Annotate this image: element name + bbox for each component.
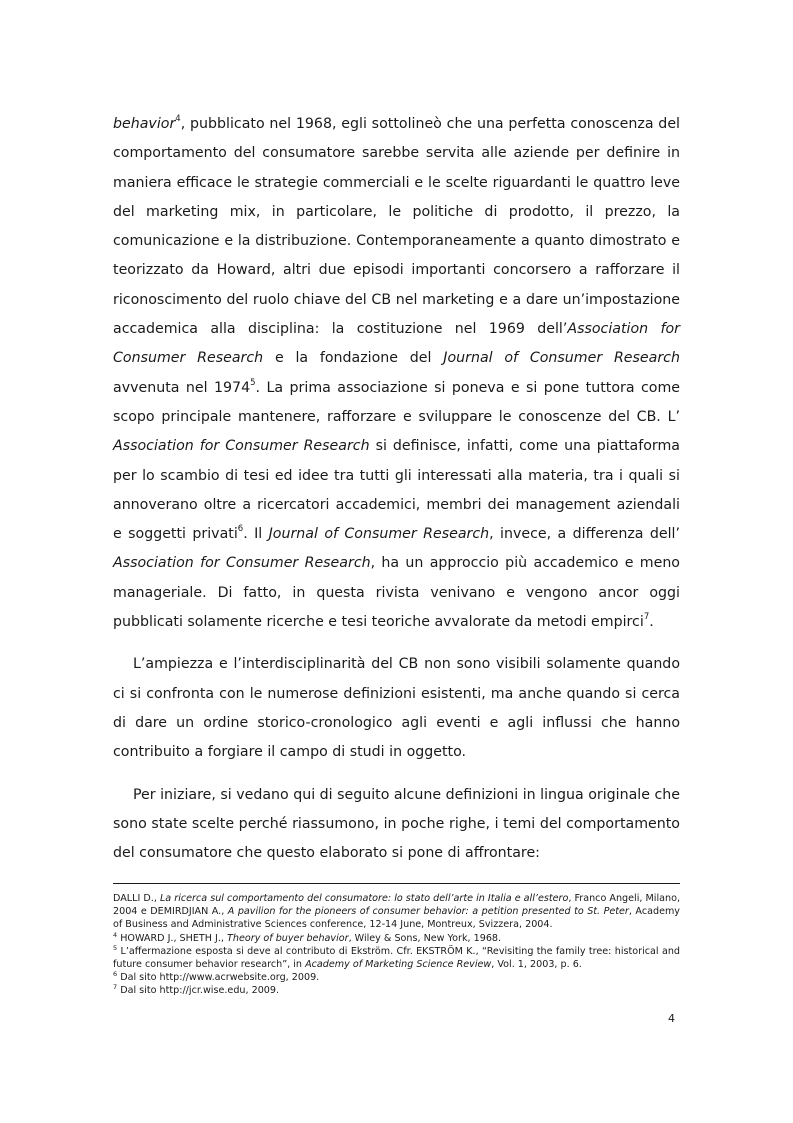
text-run: . bbox=[649, 614, 654, 631]
text-run: , pubblicato nel 1968, egli sottolineò che una perfetta conoscenza del comportamento del consumatore sarebbe servita alle aziende per definire in maniera efficace le strategie commerciali e le scelte riguardanti le quattro leve del marketing mix, in particolare, le politiche di prodotto, il prezzo, la comunicazione e la distribuzione. Contemporaneamente a quanto dimostrato e teorizzato da Howard, altri due episodi importanti concorsero a rafforzare il riconoscimento del ruolo chiave del CB nel marketing e a dare un’impostazione accademica alla disciplina: la costituzione nel 1969 dell’ bbox=[113, 116, 680, 338]
text-run: . Il bbox=[243, 526, 269, 543]
footnote-continued bbox=[113, 892, 680, 932]
citation-text: , Franco Angeli, Milano, 2004 e DEMIRDJIAN A., bbox=[113, 893, 680, 918]
author-name: HOWARD J., SHETH J., bbox=[117, 932, 228, 944]
cited-title: A pavilion for the pioneers of consumer behavior: a petition presented to St. Peter bbox=[227, 906, 629, 918]
citation-text: , Wiley & Sons, New York, 1968. bbox=[348, 932, 502, 944]
citation-text: Dal sito http://www.acrwebsite.org, 2009. bbox=[117, 972, 320, 984]
text-run: , invece, a differenza dell’ bbox=[489, 526, 680, 543]
page-number: 4 bbox=[668, 1012, 675, 1025]
journal-name: Journal of Consumer Research bbox=[268, 526, 490, 543]
paragraph-1 bbox=[113, 110, 680, 637]
organization-name: Association for Consumer Research bbox=[113, 321, 680, 367]
footnote-ref-7[interactable]: 7 bbox=[643, 612, 650, 623]
cited-title: Academy of Marketing Science Review bbox=[305, 959, 492, 971]
cited-title: La ricerca sul comportamento del consumatore: lo stato dell’arte in Italia e all’estero bbox=[159, 893, 569, 904]
footnote-7 bbox=[113, 984, 680, 997]
footnote-ref-6[interactable]: 6 bbox=[237, 524, 244, 535]
footnotes bbox=[113, 892, 680, 998]
footnote-number: 6 bbox=[113, 970, 118, 979]
footnote-ref-4[interactable]: 4 bbox=[175, 114, 181, 124]
footnote-number: 4 bbox=[113, 930, 118, 939]
text-run: . La prima associazione si poneva e si pone tuttora come scopo principale mantenere, rafforzare e sviluppare le conoscenze del CB. L’ bbox=[113, 379, 680, 425]
footnote-ref-5[interactable]: 5 bbox=[250, 377, 256, 388]
paragraph-3: Per iniziare, si vedano qui di seguito alcune definizioni in lingua originale che sono state scelte perché riassumono, in poche righe, i temi del comportamento del consumatore che questo elaborato si pone di affrontare: bbox=[113, 786, 681, 862]
footnote-separator bbox=[113, 883, 680, 884]
author-name: DALLI D., bbox=[113, 893, 160, 904]
footnote-4 bbox=[113, 932, 680, 945]
footnote-6 bbox=[113, 971, 680, 984]
citation-text: L’affermazione esposta si deve al contributo di Ekström. Cfr. EKSTRÖM K., “Revisiting the family tree: historical and future consumer behavior research”, in bbox=[113, 945, 680, 971]
citation-text: Dal sito http://jcr.wise.edu, 2009. bbox=[117, 985, 280, 997]
organization-name: Association for Consumer Research bbox=[113, 438, 370, 455]
paragraph-2: L’ampiezza e l’interdisciplinarità del CB non sono visibili solamente quando ci si confronta con le numerose definizioni esistenti, ma anche quando si cerca di dare un ordine storico-cronologico agli eventi e agli influssi che hanno contribuito a forgiare il campo di studi in oggetto. bbox=[113, 656, 680, 761]
cited-title: Theory of buyer behavior bbox=[227, 932, 349, 944]
journal-name: Journal of Consumer Research bbox=[443, 350, 680, 367]
text-run: avvenuta nel 1974 bbox=[113, 379, 251, 396]
citation-text: , Academy of Business and Administrative Sciences conference, 12-14 June, Montreux, Svizzera, 2004. bbox=[113, 906, 680, 931]
citation-text: , Vol. 1, 2003, p. 6. bbox=[491, 959, 582, 971]
book-title: behavior bbox=[113, 116, 176, 132]
text-run: e la fondazione del bbox=[263, 350, 444, 367]
text-run: , ha un approccio più accademico e meno manageriale. Di fatto, in questa rivista venivano e vengono ancor oggi pubblicati solamente ricerche e tesi teoriche avvalorate da metodi empirci bbox=[113, 555, 680, 631]
text-run: si definisce, infatti, come una piattaforma per lo scambio di tesi ed idee tra tutti gli interessati alla materia, tra i quali si annoverano oltre a ricercatori accademici, membri dei management aziendali e soggetti privati bbox=[113, 438, 680, 543]
body-text bbox=[113, 110, 680, 868]
organization-name: Association for Consumer Research bbox=[113, 555, 371, 572]
footnote-5 bbox=[113, 945, 680, 971]
footnote-number: 7 bbox=[113, 983, 118, 992]
footnote-number: 5 bbox=[113, 943, 118, 952]
